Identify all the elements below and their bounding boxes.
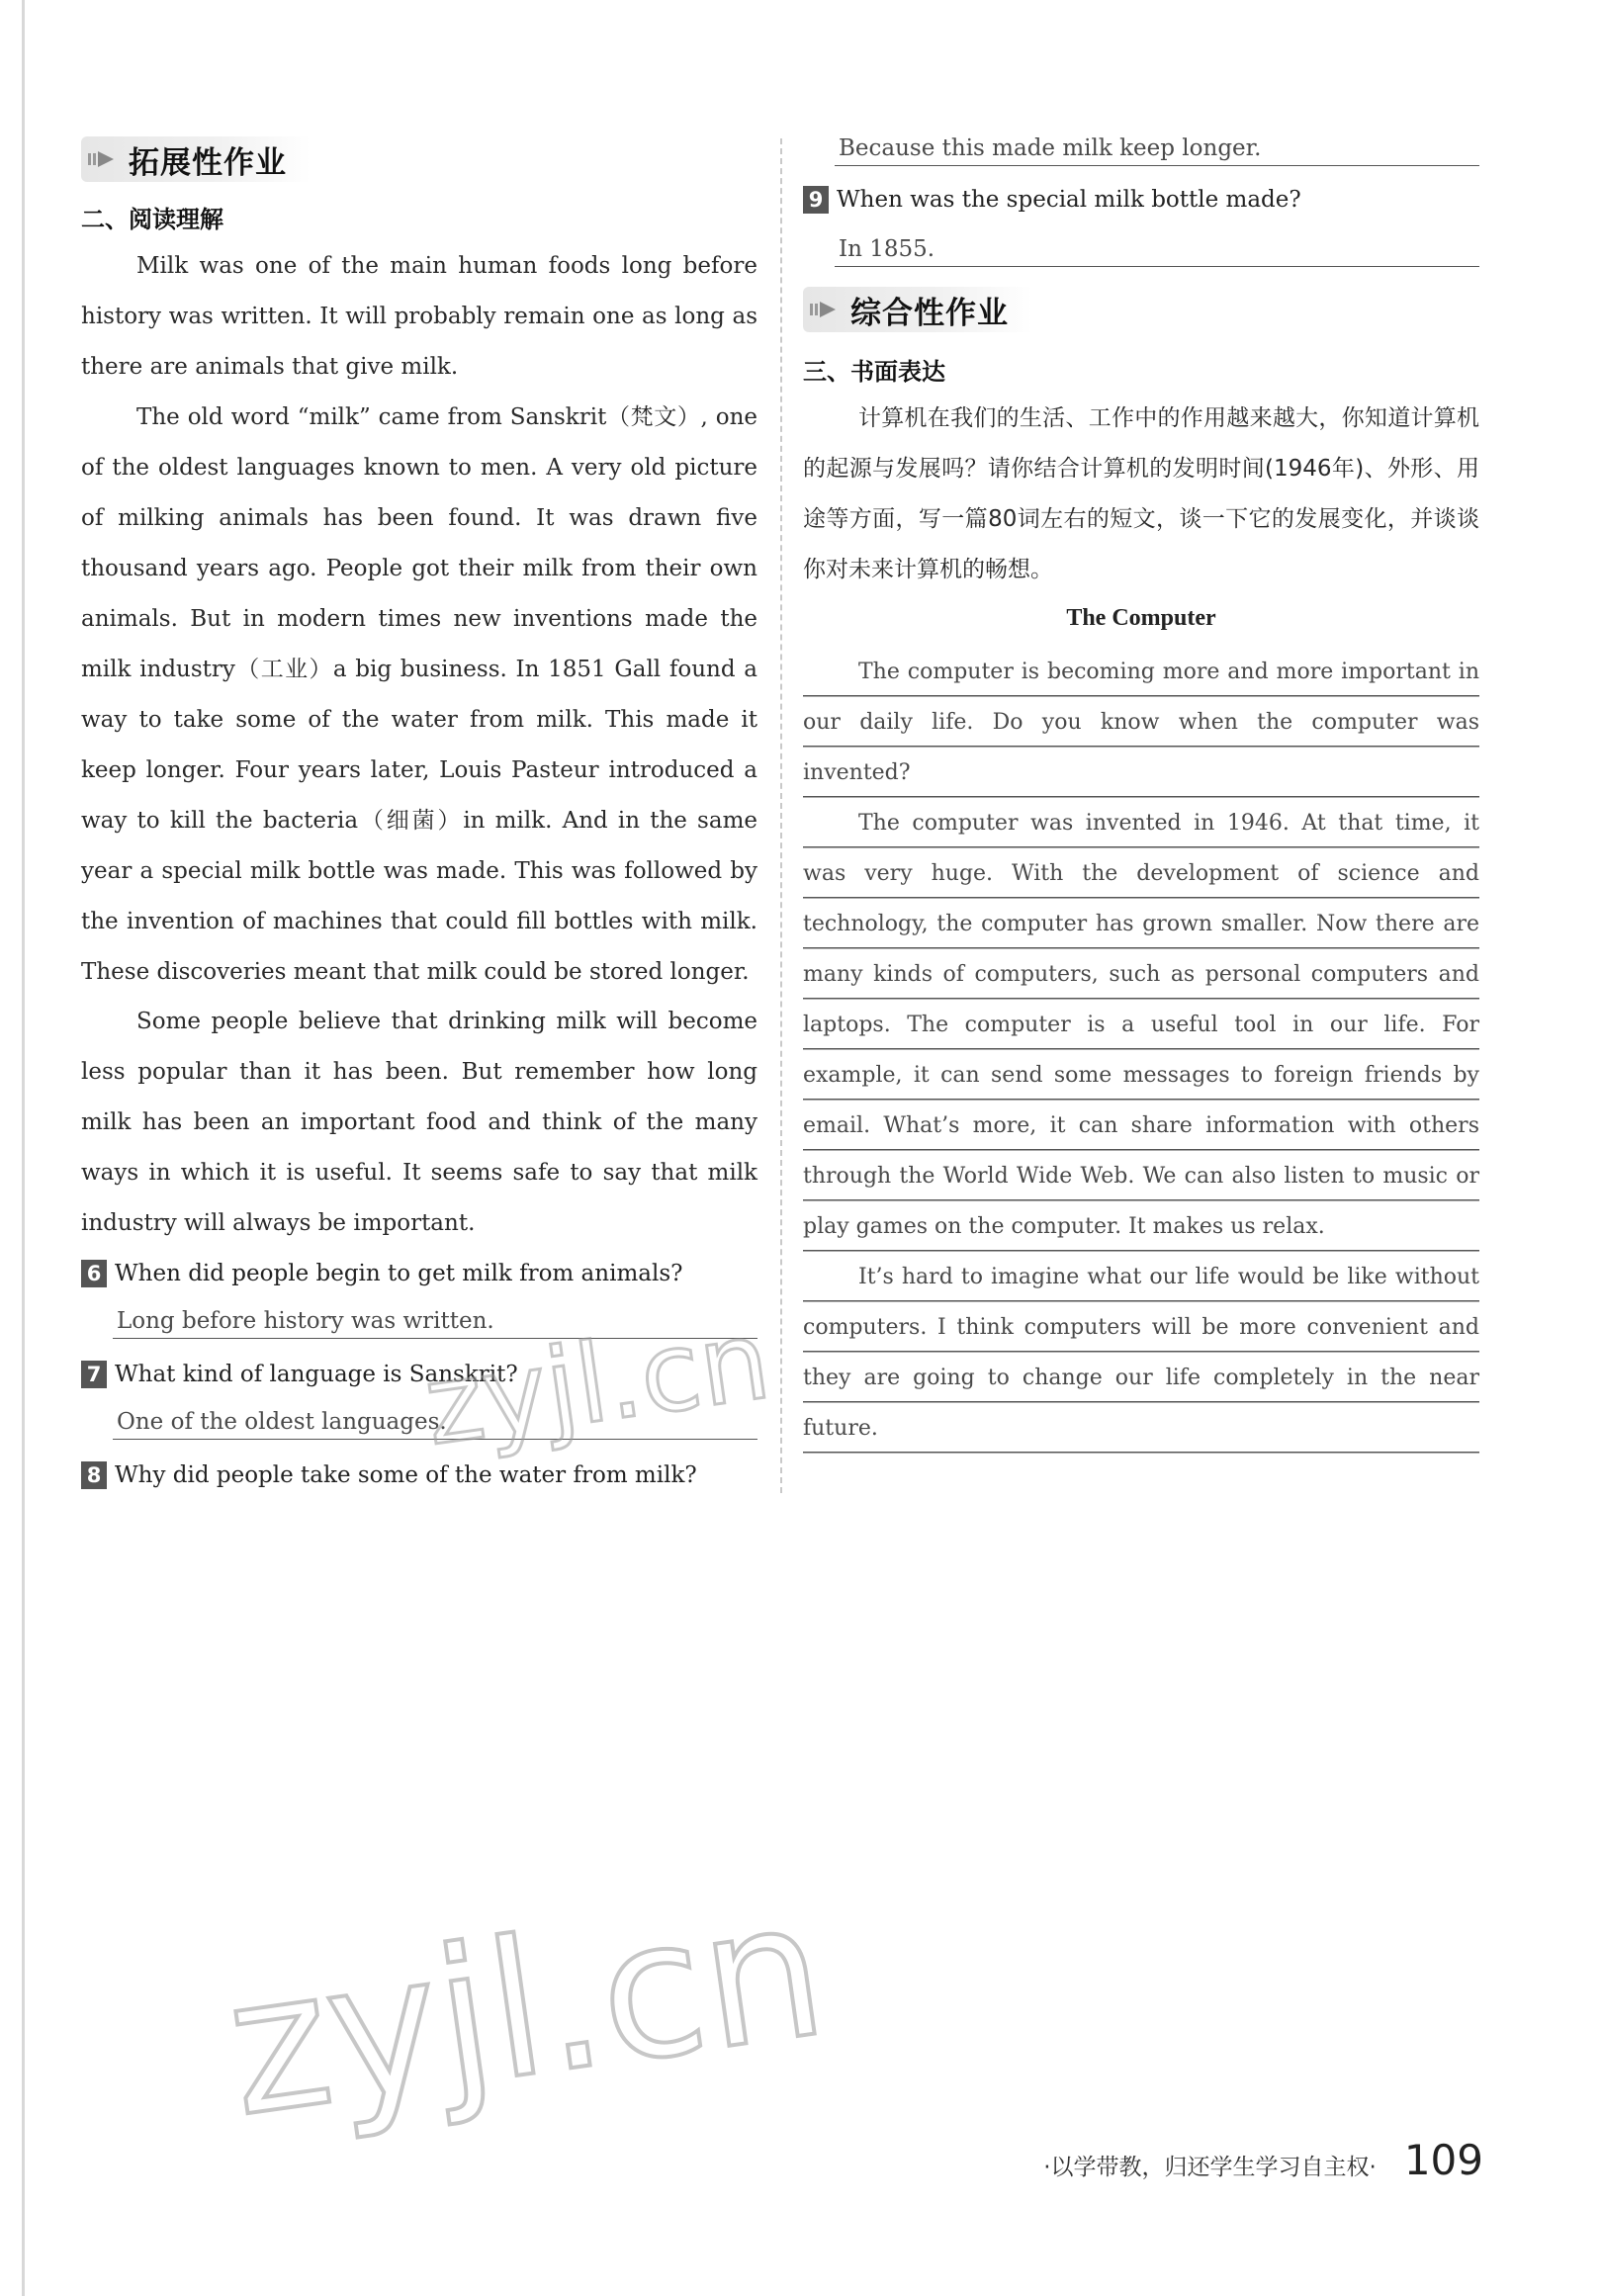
svg-text:zyjl.cn: zyjl.cn (417, 1295, 777, 1470)
question-text: When was the special milk bottle made? (837, 187, 1301, 213)
essay-title: The Computer (1066, 605, 1216, 631)
reading-paragraph-1: Milk was one of the main human foods long before history was written. It will probably remain one as long as there are animals that give milk. (81, 253, 757, 380)
svg-text:zyjl.cn: zyjl.cn (215, 1859, 837, 2159)
answer-9: In 1855. (835, 233, 1479, 267)
question-text: What kind of language is Sanskrit? (115, 1362, 518, 1387)
banner-extended-homework (81, 136, 311, 182)
banner-title: 综合性作业 (850, 295, 1009, 331)
question-number-badge: 8 (81, 1461, 107, 1489)
watermark-logo-bottom (215, 1859, 837, 2159)
arrow-right-icon (87, 144, 117, 174)
arrow-right-icon (809, 295, 839, 324)
essay-body (803, 647, 1479, 1454)
essay-paragraph-3: It’s hard to imagine what our life would be like without computers. I think computers will be more convenient and they are going to change our life completely in the near future. (803, 1265, 1479, 1441)
banner-title: 拓展性作业 (129, 144, 287, 181)
column-divider (780, 138, 782, 1493)
page-footer (1043, 2136, 1483, 2184)
reading-paragraph-3: Some people believe that drinking milk will become less popular than it has been. But remember how long milk has been an important food and think of the many ways in which it is useful. It seems safe to say that milk industry will always be important. (81, 1009, 757, 1236)
watermark-logo-top (417, 1295, 777, 1470)
section-title-reading: 二、阅读理解 (81, 206, 223, 233)
banner-comprehensive-homework (803, 287, 1032, 332)
answer-8: Because this made milk keep longer. (835, 132, 1479, 166)
page-number: 109 (1403, 2136, 1483, 2184)
question-text: When did people begin to get milk from animals? (115, 1261, 683, 1286)
question-8 (81, 1459, 757, 1491)
footer-motto: ·以学带教，归还学生学习自主权· (1043, 2155, 1377, 2180)
reading-paragraph-2: The old word “milk” came from Sanskrit（梵文）, one of the oldest languages known to men. A very old picture of milking animals has been found. It was drawn five thousand years ago. People got their milk from their own animals. But in modern times new inventions made the milk industry（工业）a big business. In 1851 Gall found a way to take some of the water from milk. This made it keep longer. Four years later, Louis Pasteur introduced a way to kill the bacteria（细菌）in milk. And in the same year a special milk bottle was made. This was followed by the invention of machines that could fill bottles with milk. These discoveries meant that milk could be stored longer. (81, 404, 757, 985)
answer-7: One of the oldest languages. (113, 1406, 757, 1440)
question-9 (803, 184, 1479, 216)
question-number-badge: 7 (81, 1361, 107, 1388)
question-number-badge: 6 (81, 1260, 107, 1287)
question-6 (81, 1258, 757, 1289)
question-number-badge: 9 (803, 186, 829, 214)
question-text: Why did people take some of the water from milk? (115, 1462, 697, 1488)
writing-prompt: 计算机在我们的生活、工作中的作用越来越大，你知道计算机的起源与发展吗？请你结合计算机的发明时间(1946年)、外形、用途等方面，写一篇80词左右的短文，谈一下它的发展变化，并谈谈你对未来计算机的畅想。 (803, 405, 1479, 582)
page-edge (22, 0, 25, 2296)
essay-paragraph-1: The computer is becoming more and more important in our daily life. Do you know when the computer was invented? (803, 660, 1479, 785)
answer-6: Long before history was written. (113, 1305, 757, 1339)
section-title-writing: 三、书面表达 (803, 358, 945, 386)
essay-paragraph-2: The computer was invented in 1946. At that time, it was very huge. With the development of science and technology, the computer has grown smaller. Now there are many kinds of computers, such as personal computers and laptops. The computer is a useful tool in our life. For example, it can send some messages to foreign friends by email. What’s more, it can share information with others through the World Wide Web. We can also listen to music or play games on the computer. It makes us relax. (803, 811, 1479, 1239)
